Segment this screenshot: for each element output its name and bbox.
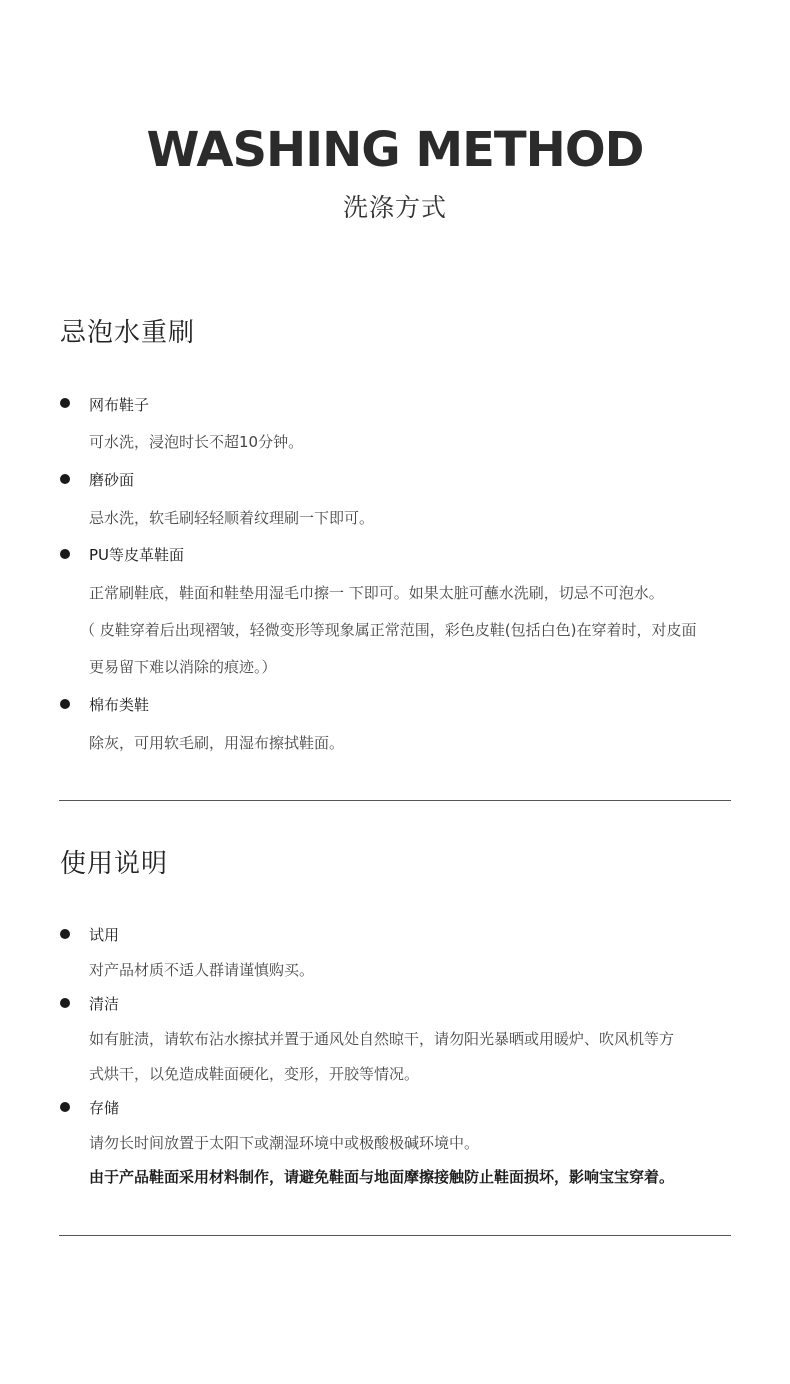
item-text-storage-note: 由于产品鞋面采用材料制作，请避免鞋面与地面摩擦接触防止鞋面损坏，影响宝宝穿着。 bbox=[89, 1168, 675, 1186]
bullet-icon bbox=[60, 398, 70, 408]
bullet-icon bbox=[60, 699, 70, 709]
item-title-cleaning: 清洁 bbox=[89, 995, 120, 1013]
item-title-trial: 试用 bbox=[89, 926, 120, 944]
bullet-icon bbox=[60, 1102, 70, 1112]
item-title-pu-leather: PU等皮革鞋面 bbox=[89, 546, 185, 564]
item-text-suede: 忌水洗，软毛刷轻轻顺着纹理刷一下即可。 bbox=[89, 509, 375, 527]
item-text-trial: 对产品材质不适人群请谨慎购买。 bbox=[89, 961, 315, 979]
item-text-cleaning-line2: 式烘干，以免造成鞋面硬化，变形，开胶等情况。 bbox=[89, 1065, 420, 1083]
section-heading-washing: 忌泡水重刷 bbox=[60, 318, 196, 348]
item-text-pu-leather-line3: 更易留下难以消除的痕迹。） bbox=[89, 658, 277, 676]
bullet-icon bbox=[60, 549, 70, 559]
bullet-icon bbox=[60, 998, 70, 1008]
section-divider bbox=[59, 800, 731, 801]
item-text-storage: 请勿长时间放置于太阳下或潮湿环境中或极酸极碱环境中。 bbox=[89, 1134, 480, 1152]
item-title-canvas: 棉布类鞋 bbox=[89, 696, 150, 714]
item-text-pu-leather-line1: 正常刷鞋底，鞋面和鞋垫用湿毛巾擦一 下即可。如果太脏可蘸水洗刷，切忌不可泡水。 bbox=[89, 584, 664, 602]
bullet-icon bbox=[60, 474, 70, 484]
page-title: WASHING METHOD bbox=[146, 122, 644, 178]
bullet-icon bbox=[60, 929, 70, 939]
item-title-mesh-shoes: 网布鞋子 bbox=[89, 396, 150, 414]
section-divider bbox=[59, 1235, 731, 1236]
item-title-storage: 存储 bbox=[89, 1099, 120, 1117]
page-subtitle: 洗涤方式 bbox=[342, 193, 447, 222]
item-text-mesh-shoes: 可水洗，浸泡时长不超10分钟。 bbox=[89, 433, 304, 451]
item-text-cleaning-line1: 如有脏渍，请软布沾水擦拭并置于通风处自然晾干，请勿阳光暴晒或用暖炉、吹风机等方 bbox=[89, 1030, 675, 1048]
section-heading-usage: 使用说明 bbox=[60, 849, 169, 879]
item-title-suede: 磨砂面 bbox=[89, 471, 135, 489]
item-text-canvas: 除灰，可用软毛刷，用湿布擦拭鞋面。 bbox=[89, 734, 345, 752]
item-text-pu-leather-line2: （ 皮鞋穿着后出现褶皱，轻微变形等现象属正常范围，彩色皮鞋(包括白色)在穿着时，对皮面 bbox=[80, 621, 697, 639]
